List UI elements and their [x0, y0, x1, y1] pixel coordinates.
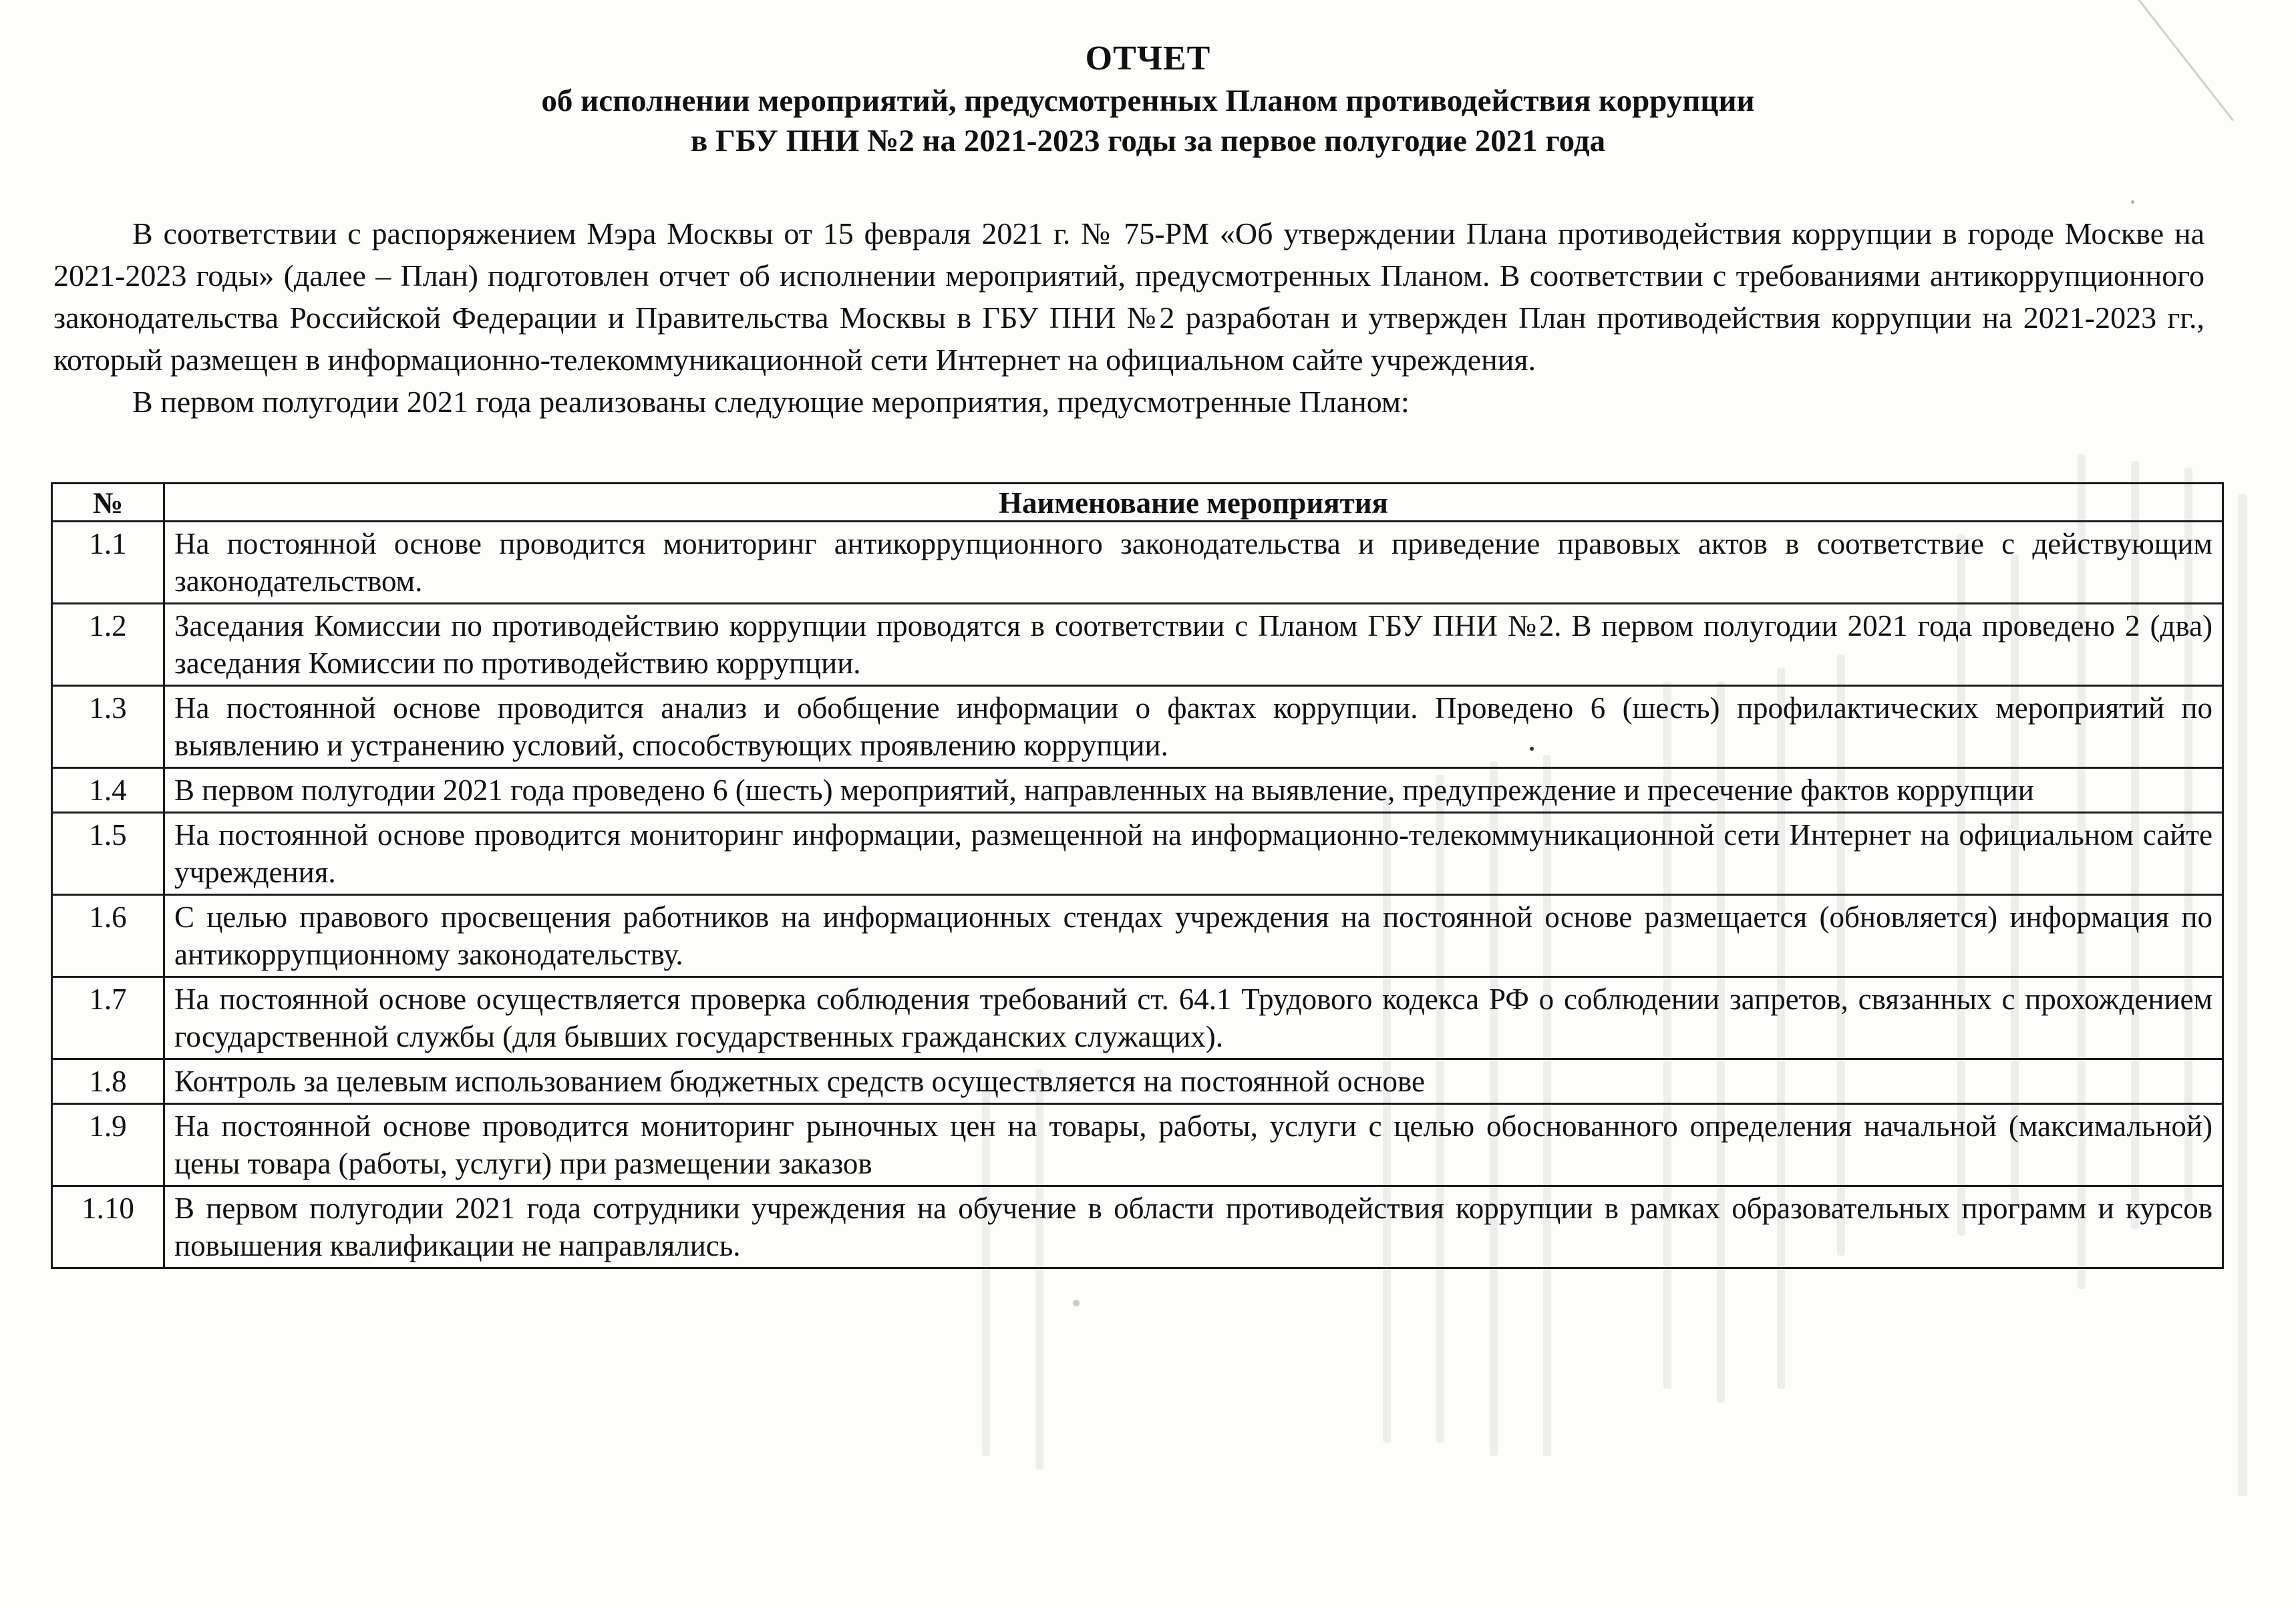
table-row: [52, 1059, 2223, 1104]
row-number: 1.7: [52, 977, 164, 1059]
table-row: [52, 522, 2223, 604]
table-row: [52, 686, 2223, 768]
row-measure-text: На постоянной основе проводится анализ и обобщение информации о фактах коррупции. Проведено 6 (шесть) профилактических мероприятий по выявлению и устранению условий, способствующих проявлению коррупции.: [164, 686, 2223, 768]
table-row: [52, 604, 2223, 686]
table-row: [52, 895, 2223, 977]
measures-table: [51, 482, 2224, 1269]
report-title: ОТЧЕТ: [1085, 39, 1211, 77]
row-number: 1.2: [52, 604, 164, 686]
table-row: [52, 1104, 2223, 1186]
report-subtitle-line-2: в ГБУ ПНИ №2 на 2021-2023 годы за первое полугодие 2021 года: [690, 124, 1606, 158]
row-number: 1.8: [52, 1059, 164, 1104]
row-number: 1.9: [52, 1104, 164, 1186]
table-row: [52, 768, 2223, 813]
row-measure-text: В первом полугодии 2021 года проведено 6 (шесть) мероприятий, направленных на выявление, предупреждение и пресечение фактов коррупции: [164, 768, 2223, 813]
scan-speck: [1073, 1300, 1080, 1306]
row-number: 1.4: [52, 768, 164, 813]
table-header-row: [52, 484, 2223, 522]
table-row: [52, 977, 2223, 1059]
row-measure-text: Контроль за целевым использованием бюджетных средств осуществляется на постоянной основе: [164, 1059, 2223, 1104]
row-number: 1.3: [52, 686, 164, 768]
row-measure-text: В первом полугодии 2021 года сотрудники учреждения на обучение в области противодействия коррупции в рамках образовательных программ и курсов повышения квалификации не направлялись.: [164, 1186, 2223, 1268]
row-measure-text: Заседания Комиссии по противодействию коррупции проводятся в соответствии с Планом ГБУ ПНИ №2. В первом полугодии 2021 года проведено 2 (два) заседания Комиссии по противодействию коррупции.: [164, 604, 2223, 686]
table-row: [52, 1186, 2223, 1268]
report-header: [0, 37, 2296, 161]
intro-section: [53, 212, 2204, 423]
scan-speck: [2131, 200, 2134, 204]
table-row: [52, 813, 2223, 895]
row-measure-text: На постоянной основе осуществляется проверка соблюдения требований ст. 64.1 Трудового кодекса РФ о соблюдении запретов, связанных с прохождением государственной службы (для бывших государственных гражданских служащих).: [164, 977, 2223, 1059]
intro-lead-in: В первом полугодии 2021 года реализованы следующие мероприятия, предусмотренные Планом:: [132, 385, 1410, 419]
row-number: 1.10: [52, 1186, 164, 1268]
row-measure-text: На постоянной основе проводится мониторинг рыночных цен на товары, работы, услуги с целью обоснованного определения начальной (максимальной) цены товара (работы, услуги) при размещении заказов: [164, 1104, 2223, 1186]
row-number: 1.1: [52, 522, 164, 604]
row-measure-text: На постоянной основе проводится мониторинг информации, размещенной на информационно-телекоммуникационной сети Интернет на официальном сайте учреждения.: [164, 813, 2223, 895]
column-header-measure: Наименование мероприятия: [164, 484, 2223, 522]
column-header-number: №: [52, 484, 164, 522]
scan-speck: [1530, 747, 1534, 751]
row-measure-text: На постоянной основе проводится мониторинг антикоррупционного законодательства и приведение правовых актов в соответствие с действующим законодательством.: [164, 522, 2223, 604]
intro-paragraph: В соответствии с распоряжением Мэра Москвы от 15 февраля 2021 г. № 75-РМ «Об утверждении Плана противодействия коррупции в городе Москве на 2021-2023 годы» (далее – План) подготовлен отчет об исполнении мероприятий, предусмотренных Планом. В соответствии с требованиями антикоррупционного законодательства Российской Федерации и Правительства Москвы в ГБУ ПНИ №2 разработан и утвержден План противодействия коррупции на 2021-2023 гг., который размещен в информационно-телекоммуникационной сети Интернет на официальном сайте учреждения.: [53, 216, 2204, 377]
row-number: 1.5: [52, 813, 164, 895]
report-subtitle-line-1: об исполнении мероприятий, предусмотренных Планом противодействия коррупции: [541, 83, 1755, 118]
row-number: 1.6: [52, 895, 164, 977]
row-measure-text: С целью правового просвещения работников на информационных стендах учреждения на постоянной основе размещается (обновляется) информация по антикоррупционному законодательству.: [164, 895, 2223, 977]
